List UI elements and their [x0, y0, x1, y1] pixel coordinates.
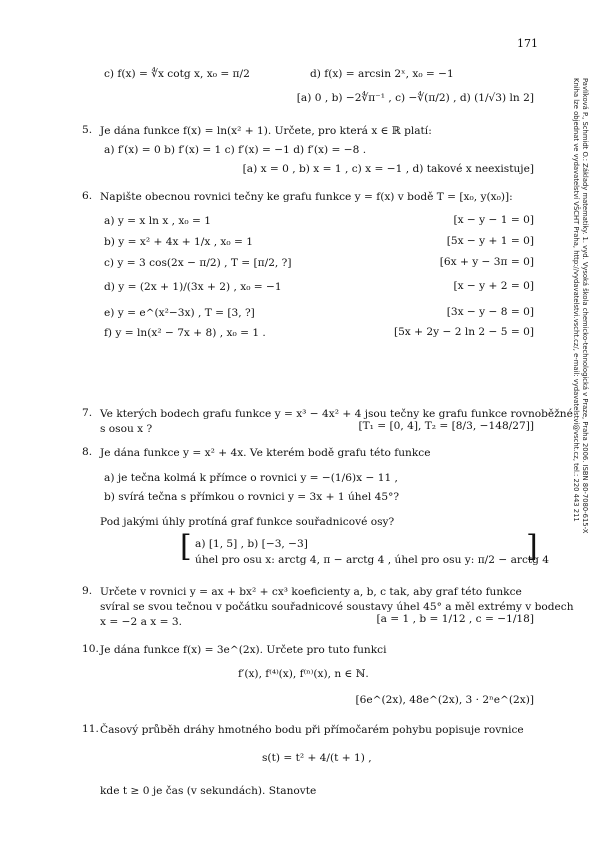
p7-answer: [T₁ = [0, 4], T₂ = [8/3, −148/27]]: [358, 420, 534, 432]
p6-number: 6.: [82, 190, 93, 202]
p8-answer-line-1: a) [1, 5] , b) [−3, −3]: [195, 538, 308, 550]
p9-line-2: svíral se svou tečnou v počátku souřadnicové soustavy úhel 45° a měl extrémy v bodech: [100, 601, 574, 613]
p6-row-label: a) y = x ln x , x₀ = 1: [104, 215, 211, 227]
p6-row-answer: [x − y + 2 = 0]: [453, 280, 534, 292]
p8-number: 8.: [82, 446, 93, 458]
page-number: 171: [517, 37, 538, 50]
p6-row-answer: [x − y − 1 = 0]: [453, 214, 534, 226]
p6-row-label: c) y = 3 cos(2x − π/2) , T = [π/2, ?]: [104, 257, 292, 269]
p6-row-label: f) y = ln(x² − 7x + 8) , x₀ = 1 .: [104, 327, 266, 339]
p6-row-label: d) y = (2x + 1)/(3x + 2) , x₀ = −1: [104, 281, 282, 293]
p5-text: Je dána funkce f(x) = ln(x² + 1). Určete, pro která x ∈ ℝ platí:: [100, 125, 432, 137]
side-note-line-2: Kniha lze objednat ve vydavatelství VŠCHT Praha, http://vydavatelstvi.vscht.cz/, e-mail: vydavatelstvi@vscht.cz, tel.: 220 443 211: [572, 78, 580, 522]
p6-row-answer: [3x − y − 8 = 0]: [446, 306, 534, 318]
p5-items: a) f′(x) = 0 b) f′(x) = 1 c) f′(x) = −1 d) f′(x) = −8 .: [104, 144, 367, 156]
side-note: [571, 78, 589, 578]
p6-row-answer: [6x + y − 3π = 0]: [439, 256, 534, 268]
p9-answer: [a = 1 , b = 1/12 , c = −1/18]: [376, 613, 534, 625]
p10-answer: [6e^(2x), 48e^(2x), 3 · 2ⁿe^(2x)]: [355, 694, 534, 706]
p6-row-label: b) y = x² + 4x + 1/x , x₀ = 1: [104, 236, 253, 248]
p4-item-c: c) f(x) = ∜x cotg x, x₀ = π/2: [104, 68, 250, 80]
p8-item-a: a) je tečna kolmá k přímce o rovnici y = −(1/6)x − 11 ,: [104, 472, 398, 484]
p8-answer-bracket-left: [: [180, 529, 192, 564]
p6-row-answer: [5x − y + 1 = 0]: [446, 235, 534, 247]
p9-number: 9.: [82, 585, 93, 597]
p4-item-d: d) f(x) = arcsin 2ˣ, x₀ = −1: [310, 68, 454, 80]
p11-text: Časový průběh dráhy hmotného bodu při přímočarém pohybu popisuje rovnice: [100, 724, 524, 736]
p11-number: 11.: [82, 723, 99, 735]
p6-text: Napište obecnou rovnici tečny ke grafu funkce y = f(x) v bodě T = [x₀, y(x₀)]:: [100, 191, 513, 203]
p10-text: Je dána funkce f(x) = 3e^(2x). Určete pro tuto funkci: [100, 644, 387, 656]
p9-line-1: Určete v rovnici y = ax + bx² + cx³ koeficienty a, b, c tak, aby graf této funkce: [100, 586, 522, 598]
p10-number: 10.: [82, 643, 99, 655]
p7-line-2: s osou x ?: [100, 423, 153, 435]
p10-formula: f′(x), f⁽⁴⁾(x), f⁽ⁿ⁾(x), n ∈ ℕ.: [238, 668, 369, 680]
p11-formula: s(t) = t² + 4/(t + 1) ,: [262, 752, 372, 764]
p8-answer-line-2: úhel pro osu x: arctg 4, π − arctg 4 , úhel pro osu y: π/2 − arctg 4: [195, 554, 550, 566]
p4-answer: [a) 0 , b) −2∜π⁻¹ , c) −∜(π/2) , d) (1/√3) ln 2]: [296, 92, 534, 104]
p7-line-1: Ve kterých bodech grafu funkce y = x³ − 4x² + 4 jsou tečny ke grafu funkce rovnoběžné: [100, 408, 573, 420]
p5-number: 5.: [82, 124, 93, 136]
p7-number: 7.: [82, 407, 93, 419]
p5-answer: [a) x = 0 , b) x = 1 , c) x = −1 , d) takové x neexistuje]: [242, 163, 534, 175]
p6-row-answer: [5x + 2y − 2 ln 2 − 5 = 0]: [393, 326, 534, 338]
p8-answer-bracket-right: ]: [526, 529, 538, 564]
p8-question: Pod jakými úhly protíná graf funkce souřadnicové osy?: [100, 516, 395, 528]
p8-item-b: b) svírá tečna s přímkou o rovnici y = 3x + 1 úhel 45°?: [104, 491, 400, 503]
p6-row-label: e) y = e^(x²−3x) , T = [3, ?]: [104, 307, 255, 319]
p8-text: Je dána funkce y = x² + 4x. Ve kterém bodě grafu této funkce: [100, 447, 431, 459]
p9-line-3: x = −2 a x = 3.: [100, 616, 182, 628]
p11-after: kde t ≥ 0 je čas (v sekundách). Stanovte: [100, 785, 317, 797]
side-note-line-1: Pavlíková P., Schmidt O.: Základy matematiky. 1. vyd. Vysoká škola chemicko-technologická v Praze, Praha 2006. ISBN 80-7080-615-X: [581, 78, 589, 534]
